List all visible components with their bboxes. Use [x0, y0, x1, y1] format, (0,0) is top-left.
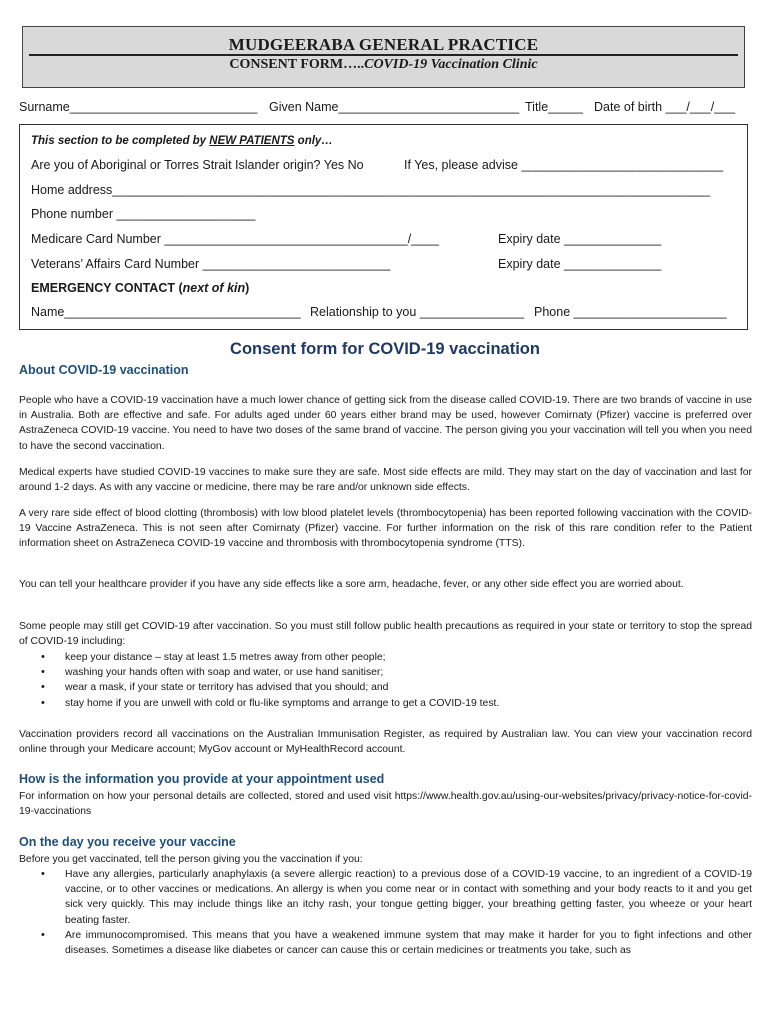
medicare-row	[31, 232, 662, 246]
new-patients-intro: This section to be completed by NEW PATIENTS only…	[31, 135, 333, 147]
list-item: • Are immunocompromised. This means that you have a weakened immune system that may make it harder for you to fight infections and other diseases. Sometimes a disease like diabetes or cancer can cause this or certain medicines or treatments you take, such as	[19, 928, 752, 958]
given-name-field[interactable]: Given Name__________________________	[269, 100, 520, 114]
emergency-phone-field[interactable]: Phone ______________________	[534, 305, 727, 319]
header-divider	[29, 54, 738, 56]
title-field[interactable]: Title_____	[525, 100, 583, 114]
information-use-text: For information on how your personal details are collected, stored and used visit https://www.health.gov.au/using-our-websites/privacy/privacy-notice-for-covid-19-vaccinations	[19, 791, 752, 818]
aboriginal-origin-question[interactable]: Are you of Aboriginal or Torres Strait Islander origin? Yes No	[31, 158, 364, 172]
about-paragraph-6: Vaccination providers record all vaccinations on the Australian Immunisation Register, as required by Australian law. You can view your vaccination record online through your Medicare account; MyGov account or MyHealthRecord account.	[19, 729, 752, 756]
about-paragraph-5: Some people may still get COVID-19 after vaccination. So you must still follow public health precautions as required in your state or territory to stop the spread of COVID-19 including:	[19, 621, 752, 648]
list-item: • keep your distance – stay at least 1.5 metres away from other people;	[19, 650, 752, 665]
form-header	[22, 26, 745, 88]
about-paragraph-3: A very rare side effect of blood clotting (thrombosis) with low blood platelet levels (thrombocytopenia) has been reported following vaccination with the COVID-19 Vaccine AstraZeneca. This is not seen after Comirnaty (Pfizer) vaccine. For further information on the risk of this rare condition refer to the Patient information sheet on AstraZeneca COVID-19 vaccine and thrombosis with thrombocytopenia syndrome (TTS).	[19, 508, 752, 550]
new-patients-emphasis: NEW PATIENTS	[209, 135, 295, 147]
emergency-relationship-field[interactable]: Relationship to you _______________	[310, 305, 525, 319]
surname-field[interactable]: Surname___________________________	[19, 100, 258, 114]
medicare-expiry-field[interactable]: Expiry date ______________	[498, 232, 662, 246]
list-item: • Have any allergies, particularly anaphylaxis (a severe allergic reaction) to a previous dose of a COVID-19 vaccine, to an ingredient of a COVID-19 vaccine, or to other vaccines or medications. An allergy is when you come near or in contact with something and your body reacts to it and you get sick very quickly. This may include things like an itchy rash, your tongue getting bigger, your breathing getting faster, you wheeze or your heart beating faster.	[19, 867, 752, 928]
veterans-expiry-field[interactable]: Expiry date ______________	[498, 257, 662, 271]
emergency-contact-row	[31, 305, 727, 319]
practice-name: MUDGEERABA GENERAL PRACTICE	[228, 35, 539, 54]
on-the-day-list	[19, 867, 752, 958]
consent-form-title: Consent form for COVID-19 vaccination	[230, 340, 540, 358]
aboriginal-advise-field[interactable]: If Yes, please advise _____________________________	[404, 158, 724, 172]
information-use-heading: How is the information you provide at your appointment used	[19, 772, 385, 786]
form-subtitle-prefix: CONSENT FORM…..	[229, 57, 365, 72]
list-item: • stay home if you are unwell with cold or flu-like symptoms and arrange to get a COVID-19 test.	[19, 696, 752, 711]
new-patients-section	[19, 124, 748, 330]
phone-number-field[interactable]: Phone number ____________________	[31, 207, 256, 221]
emergency-contact-heading: EMERGENCY CONTACT (next of kin)	[31, 281, 250, 295]
about-paragraph-4: You can tell your healthcare provider if you have any side effects like a sore arm, headache, fever, or any other side effect you are worried about.	[19, 579, 684, 590]
veterans-row	[31, 257, 662, 271]
list-item: • washing your hands often with soap and water, or use hand sanitiser;	[19, 665, 752, 680]
precautions-list	[19, 650, 752, 711]
on-the-day-intro: Before you get vaccinated, tell the person giving you the vaccination if you:	[19, 854, 363, 865]
about-vaccination-heading: About COVID-19 vaccination	[19, 363, 189, 377]
date-of-birth-field[interactable]: Date of birth ___/___/___	[594, 100, 736, 114]
about-paragraph-1: People who have a COVID-19 vaccination have a much lower chance of getting sick from the disease called COVID-19. There are two brands of vaccine in use in Australia. Both are effective and safe. For adults aged under 60 years either brand may be used, however Comirnaty (Pfizer) vaccine is preferred over AstraZeneca COVID-19 vaccine. You need to have two doses of the same brand of vaccine. The person giving you your vaccination will tell you when you need to have the second vaccination.	[19, 395, 752, 452]
on-the-day-heading: On the day you receive your vaccine	[19, 835, 236, 849]
form-subtitle-clinic: COVID-19 Vaccination Clinic	[364, 57, 538, 72]
list-item: • wear a mask, if your state or territory has advised that you should; and	[19, 680, 752, 695]
medicare-card-field[interactable]: Medicare Card Number ___________________________________/____	[31, 232, 439, 246]
about-paragraph-2: Medical experts have studied COVID-19 vaccines to make sure they are safe. Most side effects are mild. They may start on the day of vaccination and last for around 1-2 days. As with any vaccine or medicine, there may be rare and/or unknown side effects.	[19, 467, 752, 494]
form-subtitle	[23, 57, 744, 73]
veterans-card-field[interactable]: Veterans’ Affairs Card Number ___________________________	[31, 257, 391, 271]
home-address-field[interactable]: Home address______________________________________________________________________________________	[31, 183, 711, 197]
emergency-name-field[interactable]: Name__________________________________	[31, 305, 301, 319]
aboriginal-question	[31, 158, 724, 172]
